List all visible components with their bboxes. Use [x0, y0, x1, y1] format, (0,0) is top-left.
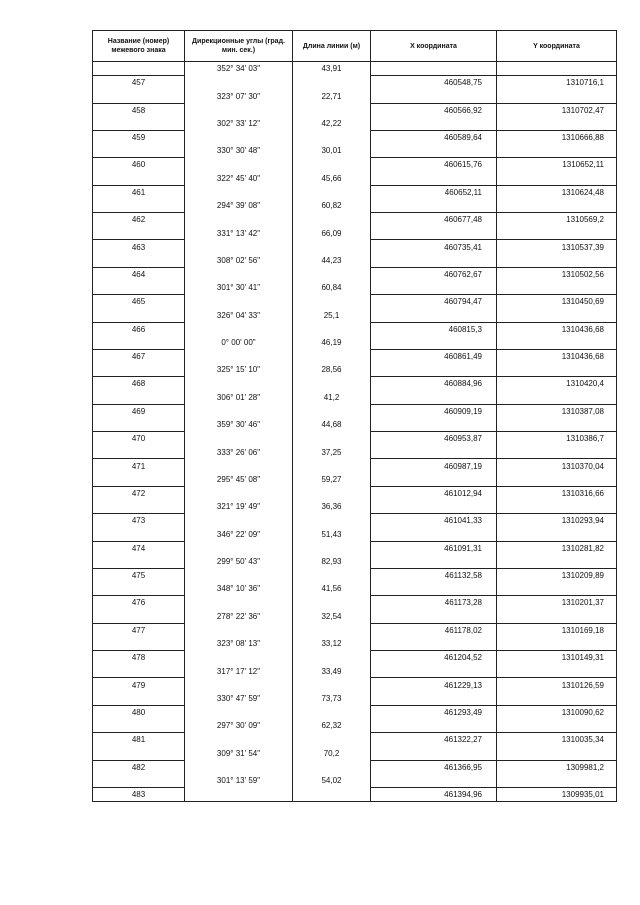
y-coordinate: 1310387,08: [497, 404, 617, 418]
point-row: [93, 705, 617, 719]
y-coordinate: 1310126,59: [497, 678, 617, 692]
y-coordinate: 1310569,2: [497, 213, 617, 227]
point-number: 483: [93, 787, 185, 801]
point-row: [93, 349, 617, 363]
y-coordinate: 1310035,34: [497, 733, 617, 747]
segment-row: [93, 610, 617, 624]
y-coordinate: 1310149,31: [497, 651, 617, 665]
segment-row: [93, 199, 617, 213]
point-row: [93, 760, 617, 774]
segment-row: [93, 500, 617, 514]
line-length: 51,43: [293, 527, 371, 541]
x-coordinate: 460953,87: [371, 432, 497, 446]
x-coordinate: 460794,47: [371, 295, 497, 309]
line-length: 42,22: [293, 117, 371, 131]
y-coordinate: 1310666,88: [497, 130, 617, 144]
point-row: [93, 185, 617, 199]
point-number: 481: [93, 733, 185, 747]
header-x: X координата: [371, 31, 497, 62]
segment-row: [93, 89, 617, 103]
point-number: 482: [93, 760, 185, 774]
direction-angle: 308° 02' 56": [185, 254, 293, 268]
point-row: [93, 623, 617, 637]
segment-row: [93, 555, 617, 569]
point-row: [93, 596, 617, 610]
y-coordinate: 1310293,94: [497, 514, 617, 528]
y-coordinate: 1310716,1: [497, 76, 617, 90]
header-name: Название (номер) межевого знака: [93, 31, 185, 62]
x-coordinate: 460861,49: [371, 349, 497, 363]
direction-angle: 306° 01' 28": [185, 391, 293, 405]
direction-angle: 333° 26' 06": [185, 445, 293, 459]
line-length: 73,73: [293, 692, 371, 706]
direction-angle: 301° 30' 41": [185, 281, 293, 295]
point-number: 463: [93, 240, 185, 254]
point-row: [93, 432, 617, 446]
segment-row: [93, 117, 617, 131]
line-length: 22,71: [293, 89, 371, 103]
y-coordinate: 1310201,37: [497, 596, 617, 610]
x-coordinate: 461394,96: [371, 787, 497, 801]
point-row: [93, 240, 617, 254]
x-coordinate: 460566,92: [371, 103, 497, 117]
point-number: 470: [93, 432, 185, 446]
y-coordinate: 1309935,01: [497, 787, 617, 801]
point-number: 469: [93, 404, 185, 418]
direction-angle: 325° 15' 10": [185, 363, 293, 377]
x-coordinate: 460909,19: [371, 404, 497, 418]
y-coordinate: 1310169,18: [497, 623, 617, 637]
coordinates-sheet: [92, 30, 616, 802]
point-number: 475: [93, 568, 185, 582]
line-length: 43,91: [293, 62, 371, 76]
segment-row: [93, 363, 617, 377]
point-row: [93, 213, 617, 227]
point-row: [93, 267, 617, 281]
y-coordinate: 1310652,11: [497, 158, 617, 172]
point-row: [93, 295, 617, 309]
line-length: 33,12: [293, 637, 371, 651]
point-number: 478: [93, 651, 185, 665]
point-number: 464: [93, 267, 185, 281]
y-coordinate: 1310420,4: [497, 377, 617, 391]
point-number: 474: [93, 541, 185, 555]
point-row: [93, 404, 617, 418]
line-length: 37,25: [293, 445, 371, 459]
direction-angle: 309° 31' 54": [185, 746, 293, 760]
x-coordinate: 460589,64: [371, 130, 497, 144]
line-length: 44,68: [293, 418, 371, 432]
direction-angle: 323° 08' 13": [185, 637, 293, 651]
point-row: [93, 322, 617, 336]
direction-angle: 321° 19' 49": [185, 500, 293, 514]
direction-angle: 302° 33' 12": [185, 117, 293, 131]
direction-angle: 301° 13' 59": [185, 774, 293, 788]
direction-angle: 323° 07' 30": [185, 89, 293, 103]
y-coordinate: 1310537,39: [497, 240, 617, 254]
line-length: 46,19: [293, 336, 371, 350]
segment-row: [93, 281, 617, 295]
point-row: [93, 130, 617, 144]
line-length: 60,84: [293, 281, 371, 295]
x-coordinate: 460815,3: [371, 322, 497, 336]
line-length: 36,36: [293, 500, 371, 514]
point-row: [93, 459, 617, 473]
x-coordinate: 460677,48: [371, 213, 497, 227]
point-row: [93, 158, 617, 172]
point-number: 467: [93, 349, 185, 363]
boundary-coordinates-table: [92, 30, 617, 802]
y-coordinate: 1310316,66: [497, 486, 617, 500]
line-length: 59,27: [293, 473, 371, 487]
point-number: 476: [93, 596, 185, 610]
line-length: 44,23: [293, 254, 371, 268]
point-row: [93, 787, 617, 801]
x-coordinate: 460548,75: [371, 76, 497, 90]
y-coordinate: 1310624,48: [497, 185, 617, 199]
point-number: 477: [93, 623, 185, 637]
x-coordinate: 461178,02: [371, 623, 497, 637]
x-coordinate: 460615,76: [371, 158, 497, 172]
point-row: [93, 733, 617, 747]
point-number: 465: [93, 295, 185, 309]
point-row: [93, 568, 617, 582]
segment-row: [93, 254, 617, 268]
y-coordinate: 1310090,62: [497, 705, 617, 719]
y-coordinate: 1310281,82: [497, 541, 617, 555]
x-coordinate: 461204,52: [371, 651, 497, 665]
line-length: 60,82: [293, 199, 371, 213]
segment-row: [93, 637, 617, 651]
segment-row: [93, 719, 617, 733]
x-coordinate: 460987,19: [371, 459, 497, 473]
point-number: 466: [93, 322, 185, 336]
y-coordinate: 1310370,04: [497, 459, 617, 473]
segment-row: [93, 664, 617, 678]
x-coordinate: 460652,11: [371, 185, 497, 199]
point-row: [93, 486, 617, 500]
segment-row: [93, 527, 617, 541]
direction-angle: 294° 39' 08": [185, 199, 293, 213]
y-coordinate: 1310436,68: [497, 322, 617, 336]
line-length: 28,56: [293, 363, 371, 377]
point-number: 468: [93, 377, 185, 391]
point-number: 458: [93, 103, 185, 117]
segment-row: [93, 582, 617, 596]
segment-row: [93, 746, 617, 760]
segment-row: [93, 391, 617, 405]
line-length: 32,54: [293, 610, 371, 624]
direction-angle: 295° 45' 08": [185, 473, 293, 487]
x-coordinate: 461322,27: [371, 733, 497, 747]
point-number: 462: [93, 213, 185, 227]
segment-row: [93, 692, 617, 706]
segment-row: [93, 774, 617, 788]
direction-angle: 359° 30' 46": [185, 418, 293, 432]
segment-row: [93, 172, 617, 186]
line-length: 62,32: [293, 719, 371, 733]
point-row: [93, 678, 617, 692]
point-number: 479: [93, 678, 185, 692]
header-y: Y координата: [497, 31, 617, 62]
line-length: 41,56: [293, 582, 371, 596]
segment-row: [93, 418, 617, 432]
line-length: 66,09: [293, 226, 371, 240]
x-coordinate: 461173,28: [371, 596, 497, 610]
point-row: [93, 541, 617, 555]
line-length: 30,01: [293, 144, 371, 158]
direction-angle: 317° 17' 12": [185, 664, 293, 678]
point-number: 460: [93, 158, 185, 172]
direction-angle: 326° 04' 33": [185, 308, 293, 322]
point-row: [93, 514, 617, 528]
line-length: 82,93: [293, 555, 371, 569]
x-coordinate: 461293,49: [371, 705, 497, 719]
header-length: Длина линии (м): [293, 31, 371, 62]
segment-row: [93, 308, 617, 322]
point-number: 473: [93, 514, 185, 528]
direction-angle: 331° 13' 42": [185, 226, 293, 240]
segment-row: [93, 445, 617, 459]
segment-row: [93, 62, 617, 76]
point-row: [93, 103, 617, 117]
point-row: [93, 76, 617, 90]
x-coordinate: 461366,95: [371, 760, 497, 774]
point-number: 457: [93, 76, 185, 90]
y-coordinate: 1310702,47: [497, 103, 617, 117]
point-row: [93, 651, 617, 665]
direction-angle: 330° 30' 48": [185, 144, 293, 158]
line-length: 41,2: [293, 391, 371, 405]
x-coordinate: 461041,33: [371, 514, 497, 528]
y-coordinate: 1310436,68: [497, 349, 617, 363]
point-number: 472: [93, 486, 185, 500]
line-length: 45,66: [293, 172, 371, 186]
direction-angle: 0° 00' 00": [185, 336, 293, 350]
direction-angle: 297° 30' 09": [185, 719, 293, 733]
point-number: 459: [93, 130, 185, 144]
y-coordinate: 1309981,2: [497, 760, 617, 774]
x-coordinate: 460735,41: [371, 240, 497, 254]
x-coordinate: 461132,58: [371, 568, 497, 582]
point-number: 471: [93, 459, 185, 473]
y-coordinate: 1310502,56: [497, 267, 617, 281]
direction-angle: 348° 10' 36": [185, 582, 293, 596]
direction-angle: 352° 34' 03": [185, 62, 293, 76]
point-number: 461: [93, 185, 185, 199]
segment-row: [93, 144, 617, 158]
segment-row: [93, 336, 617, 350]
line-length: 54,02: [293, 774, 371, 788]
x-coordinate: 461012,94: [371, 486, 497, 500]
x-coordinate: 460884,96: [371, 377, 497, 391]
point-row: [93, 377, 617, 391]
direction-angle: 346° 22' 09": [185, 527, 293, 541]
x-coordinate: 461229,13: [371, 678, 497, 692]
y-coordinate: 1310209,89: [497, 568, 617, 582]
line-length: 25,1: [293, 308, 371, 322]
line-length: 33,49: [293, 664, 371, 678]
segment-row: [93, 226, 617, 240]
table-header-row: [93, 31, 617, 62]
direction-angle: 278° 22' 36": [185, 610, 293, 624]
direction-angle: 322° 45' 40": [185, 172, 293, 186]
x-coordinate: 460762,67: [371, 267, 497, 281]
segment-row: [93, 473, 617, 487]
point-number: 480: [93, 705, 185, 719]
y-coordinate: 1310450,69: [497, 295, 617, 309]
direction-angle: 299° 50' 43": [185, 555, 293, 569]
line-length: 70,2: [293, 746, 371, 760]
direction-angle: 330° 47' 59": [185, 692, 293, 706]
header-angle: Дирекционные углы (град. мин. сек.): [185, 31, 293, 62]
x-coordinate: 461091,31: [371, 541, 497, 555]
y-coordinate: 1310386,7: [497, 432, 617, 446]
